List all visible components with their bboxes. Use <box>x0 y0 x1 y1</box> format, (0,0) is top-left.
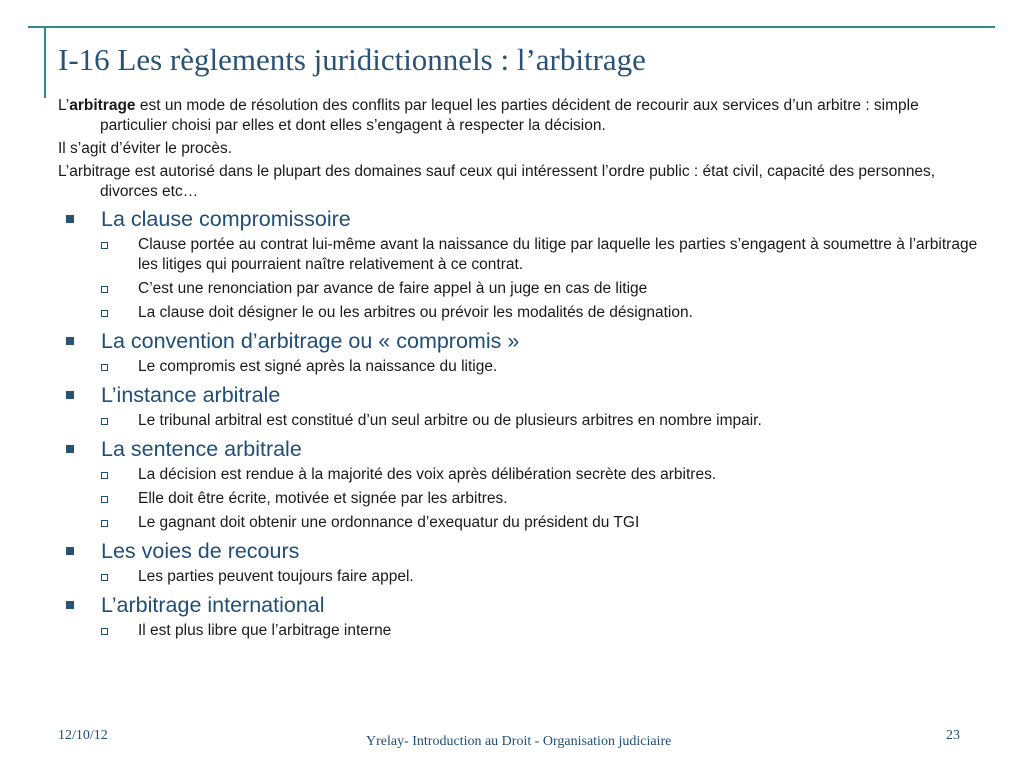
hollow-square-bullet-icon <box>101 364 108 371</box>
intro-keyword: arbitrage <box>69 97 136 114</box>
footer-title: Yrelay- Introduction au Droit - Organisation judiciaire <box>366 734 672 749</box>
filled-square-bullet-icon <box>66 445 74 453</box>
section-item <box>58 279 984 299</box>
section-item-text: Le compromis est signé après la naissance du litige. <box>138 358 498 375</box>
section-heading <box>58 435 984 463</box>
intro-scope: L’arbitrage est autorisé dans le plupart des domaines sauf ceux qui intéressent l’ordre public : état civil, capacité des personnes, divorces etc… <box>58 163 936 200</box>
intro-purpose: Il s’agit d’éviter le procès. <box>58 140 233 157</box>
hollow-square-bullet-icon <box>101 574 108 581</box>
section-item-text: Le gagnant doit obtenir une ordonnance d’exequatur du président du TGI <box>138 514 640 531</box>
section-heading-text: L’arbitrage international <box>101 593 325 617</box>
slide-title: I-16 Les règlements juridictionnels : l’arbitrage <box>58 42 646 77</box>
intro-definition <box>58 96 984 136</box>
section-item <box>58 303 984 323</box>
section-item <box>58 411 984 431</box>
sections-list <box>58 205 984 641</box>
section-heading-text: Les voies de recours <box>101 539 300 563</box>
section-heading <box>58 381 984 409</box>
section-item <box>58 465 984 485</box>
slide-body <box>58 96 984 645</box>
section-item-text: Les parties peuvent toujours faire appel. <box>138 568 414 585</box>
section-heading-text: La sentence arbitrale <box>101 437 302 461</box>
section-item <box>58 489 984 509</box>
page-number: 23 <box>946 728 960 743</box>
filled-square-bullet-icon <box>66 337 74 345</box>
section-item-text: La décision est rendue à la majorité des voix après délibération secrète des arbitres. <box>138 466 717 483</box>
intro-definition-text: est un mode de résolution des conflits par lequel les parties décident de recourir aux services d’un arbitre : simple particulier choisi par elles et dont elles s’engagent à respecter la décision. <box>100 97 919 134</box>
hollow-square-bullet-icon <box>101 520 108 527</box>
section-heading-text: La clause compromissoire <box>101 207 351 231</box>
section-item <box>58 621 984 641</box>
section-item-text: Clause portée au contrat lui-même avant la naissance du litige par laquelle les parties s’engagent à soumettre à l’arbitrage les litiges qui pourraient naître relativement à ce contrat. <box>138 236 978 273</box>
filled-square-bullet-icon <box>66 601 74 609</box>
footer-date: 12/10/12 <box>58 728 108 743</box>
section-item <box>58 567 984 587</box>
filled-square-bullet-icon <box>66 215 74 223</box>
section-item-text: Le tribunal arbitral est constitué d’un seul arbitre ou de plusieurs arbitres en nombre impair. <box>138 412 762 429</box>
hollow-square-bullet-icon <box>101 628 108 635</box>
hollow-square-bullet-icon <box>101 496 108 503</box>
section-heading <box>58 591 984 619</box>
hollow-square-bullet-icon <box>101 418 108 425</box>
hollow-square-bullet-icon <box>101 242 108 249</box>
hollow-square-bullet-icon <box>101 310 108 317</box>
frame-vertical-line <box>44 26 46 98</box>
section-heading <box>58 205 984 233</box>
section-item-text: La clause doit désigner le ou les arbitres ou prévoir les modalités de désignation. <box>138 304 693 321</box>
section-item-text: C’est une renonciation par avance de faire appel à un juge en cas de litige <box>138 280 648 297</box>
frame-horizontal-line <box>28 26 995 28</box>
section-heading <box>58 537 984 565</box>
section-heading-text: La convention d’arbitrage ou « compromis » <box>101 329 520 353</box>
filled-square-bullet-icon <box>66 391 74 399</box>
section-heading <box>58 327 984 355</box>
section-item <box>58 513 984 533</box>
intro-prefix: L’ <box>58 97 70 114</box>
filled-square-bullet-icon <box>66 547 74 555</box>
section-item <box>58 235 984 275</box>
section-item-text: Elle doit être écrite, motivée et signée par les arbitres. <box>138 490 508 507</box>
section-item <box>58 357 984 377</box>
hollow-square-bullet-icon <box>101 286 108 293</box>
hollow-square-bullet-icon <box>101 472 108 479</box>
section-item-text: Il est plus libre que l’arbitrage interne <box>138 622 392 639</box>
section-heading-text: L’instance arbitrale <box>101 383 281 407</box>
